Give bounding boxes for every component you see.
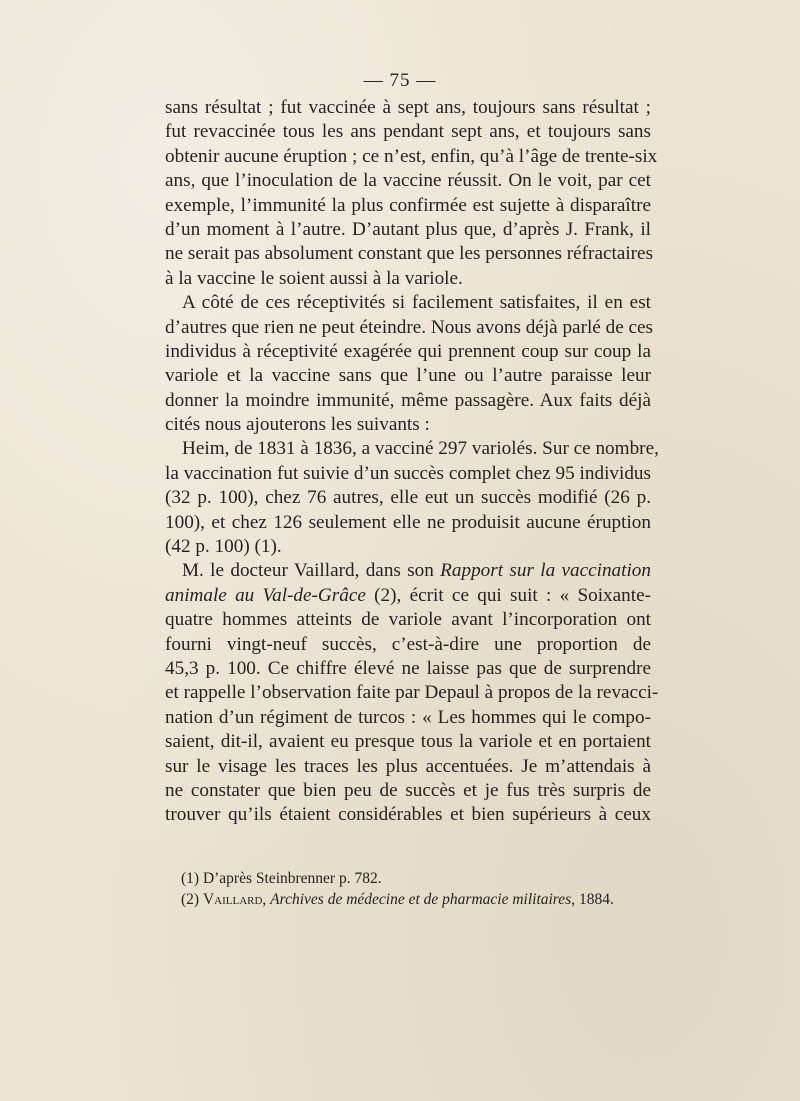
text-line [165, 803, 651, 827]
text-line [165, 584, 651, 608]
text-segment: , 1884. [571, 890, 614, 908]
text-segment: (1) D’après Steinbrenner p. 782. [181, 870, 382, 887]
text-segment: fourni vingt-neuf succès, c’est-à-dire une proportion de [165, 633, 651, 655]
text-line [165, 559, 651, 583]
text-segment: Heim, de 1831 à 1836, a vacciné 297 variolés. Sur ce nombre, [182, 438, 659, 460]
body-text [165, 96, 659, 828]
text-segment: A côté de ces réceptivités si facilement satisfaites, il en est [182, 292, 651, 314]
text-segment: donner la moindre immunité, même passagère. Aux faits déjà [165, 389, 651, 411]
text-line [165, 730, 651, 754]
footnote [181, 890, 651, 911]
text-line [165, 291, 651, 315]
text-segment: (2), écrit ce qui suit : « Soixante- [365, 584, 651, 606]
text-segment: nation d’un régiment de turcos : « Les hommes qui le compo- [165, 706, 651, 728]
text-line [165, 511, 651, 535]
text-line [165, 194, 651, 218]
text-line [165, 218, 651, 242]
text-line [165, 779, 651, 803]
text-line [165, 364, 651, 388]
text-line [165, 340, 651, 364]
author-name: Vaillard [202, 890, 263, 908]
text-segment: sur le visage les traces les plus accentuées. Je m’attendais à [165, 755, 651, 777]
text-segment: sans résultat ; fut vaccinée à sept ans, toujours sans résultat ; [165, 97, 651, 118]
text-line [165, 169, 651, 193]
text-segment: et rappelle l’observation faite par Depaul à propos de la revacci- [165, 682, 659, 704]
text-segment: exemple, l’immunité la plus confirmée est sujette à disparaître [165, 194, 651, 216]
text-segment: fut revaccinée tous les ans pendant sept ans, et toujours sans [165, 121, 651, 143]
text-segment: individus à réceptivité exagérée qui prennent coup sur coup la [165, 340, 651, 362]
text-segment: d’autres que rien ne peut éteindre. Nous avons déjà parlé de ces [165, 316, 654, 338]
text-segment: 45,3 p. 100. Ce chiffre élevé ne laisse pas que de surprendre [165, 657, 651, 679]
text-line [165, 389, 651, 413]
text-segment: d’un moment à l’autre. D’autant plus que, d’après J. Frank, il [165, 218, 651, 240]
text-segment: variole et la vaccine sans que l’une ou l’autre paraisse leur [165, 365, 651, 387]
text-line [165, 681, 659, 705]
page-number: — 75 — [363, 70, 437, 91]
text-segment: quatre hommes atteints de variole avant l’incorporation ont [165, 609, 651, 631]
text-line [165, 120, 651, 144]
text-segment: ne serait pas absolument constant que les personnes réfractaires [165, 243, 654, 265]
text-line [165, 608, 651, 632]
text-line [165, 706, 651, 730]
text-segment: 100), et chez 126 seulement elle ne produisit aucune éruption [165, 511, 651, 533]
text-line [165, 437, 659, 461]
text-line [165, 633, 651, 657]
text-line [165, 413, 651, 437]
text-segment: la vaccination fut suivie d’un succès complet chez 95 individus [165, 462, 651, 484]
text-segment: obtenir aucune éruption ; ce n’est, enfin, qu’à l’âge de trente-six [165, 145, 658, 167]
footnote [181, 869, 651, 890]
text-line [165, 267, 651, 291]
text-segment: à la vaccine le soient aussi à la variole. [165, 267, 463, 289]
text-line [165, 535, 651, 559]
italic-text: Rapport sur la vaccination [440, 560, 651, 582]
text-segment: cités nous ajouterons les suivants : [165, 414, 430, 436]
text-line [165, 486, 651, 510]
text-segment: (42 p. 100) (1). [165, 536, 282, 558]
text-line [165, 657, 651, 681]
text-segment: ans, que l’inoculation de la vaccine réussit. On le voit, par cet [165, 170, 651, 192]
text-segment: M. le docteur Vaillard, dans son [182, 560, 441, 582]
text-line [165, 242, 654, 266]
text-line [165, 755, 651, 779]
text-segment: trouver qu’ils étaient considérables et bien supérieurs à ceux [165, 804, 651, 826]
text-segment: (2) [181, 890, 203, 908]
italic-text: Archives de médecine et de pharmacie militaires [270, 890, 572, 908]
text-line [165, 462, 651, 486]
text-line [165, 145, 658, 169]
text-segment: (32 p. 100), chez 76 autres, elle eut un succès modifié (26 p. [165, 487, 651, 509]
italic-text: animale au Val-de-Grâce [165, 584, 366, 606]
text-line [165, 316, 654, 340]
footnotes [181, 869, 651, 910]
text-segment: saient, dit-il, avaient eu presque tous la variole et en portaient [165, 731, 651, 753]
text-line [165, 96, 651, 120]
text-segment: , [262, 890, 271, 908]
text-segment: ne constater que bien peu de succès et je fus très surpris de [165, 779, 651, 801]
